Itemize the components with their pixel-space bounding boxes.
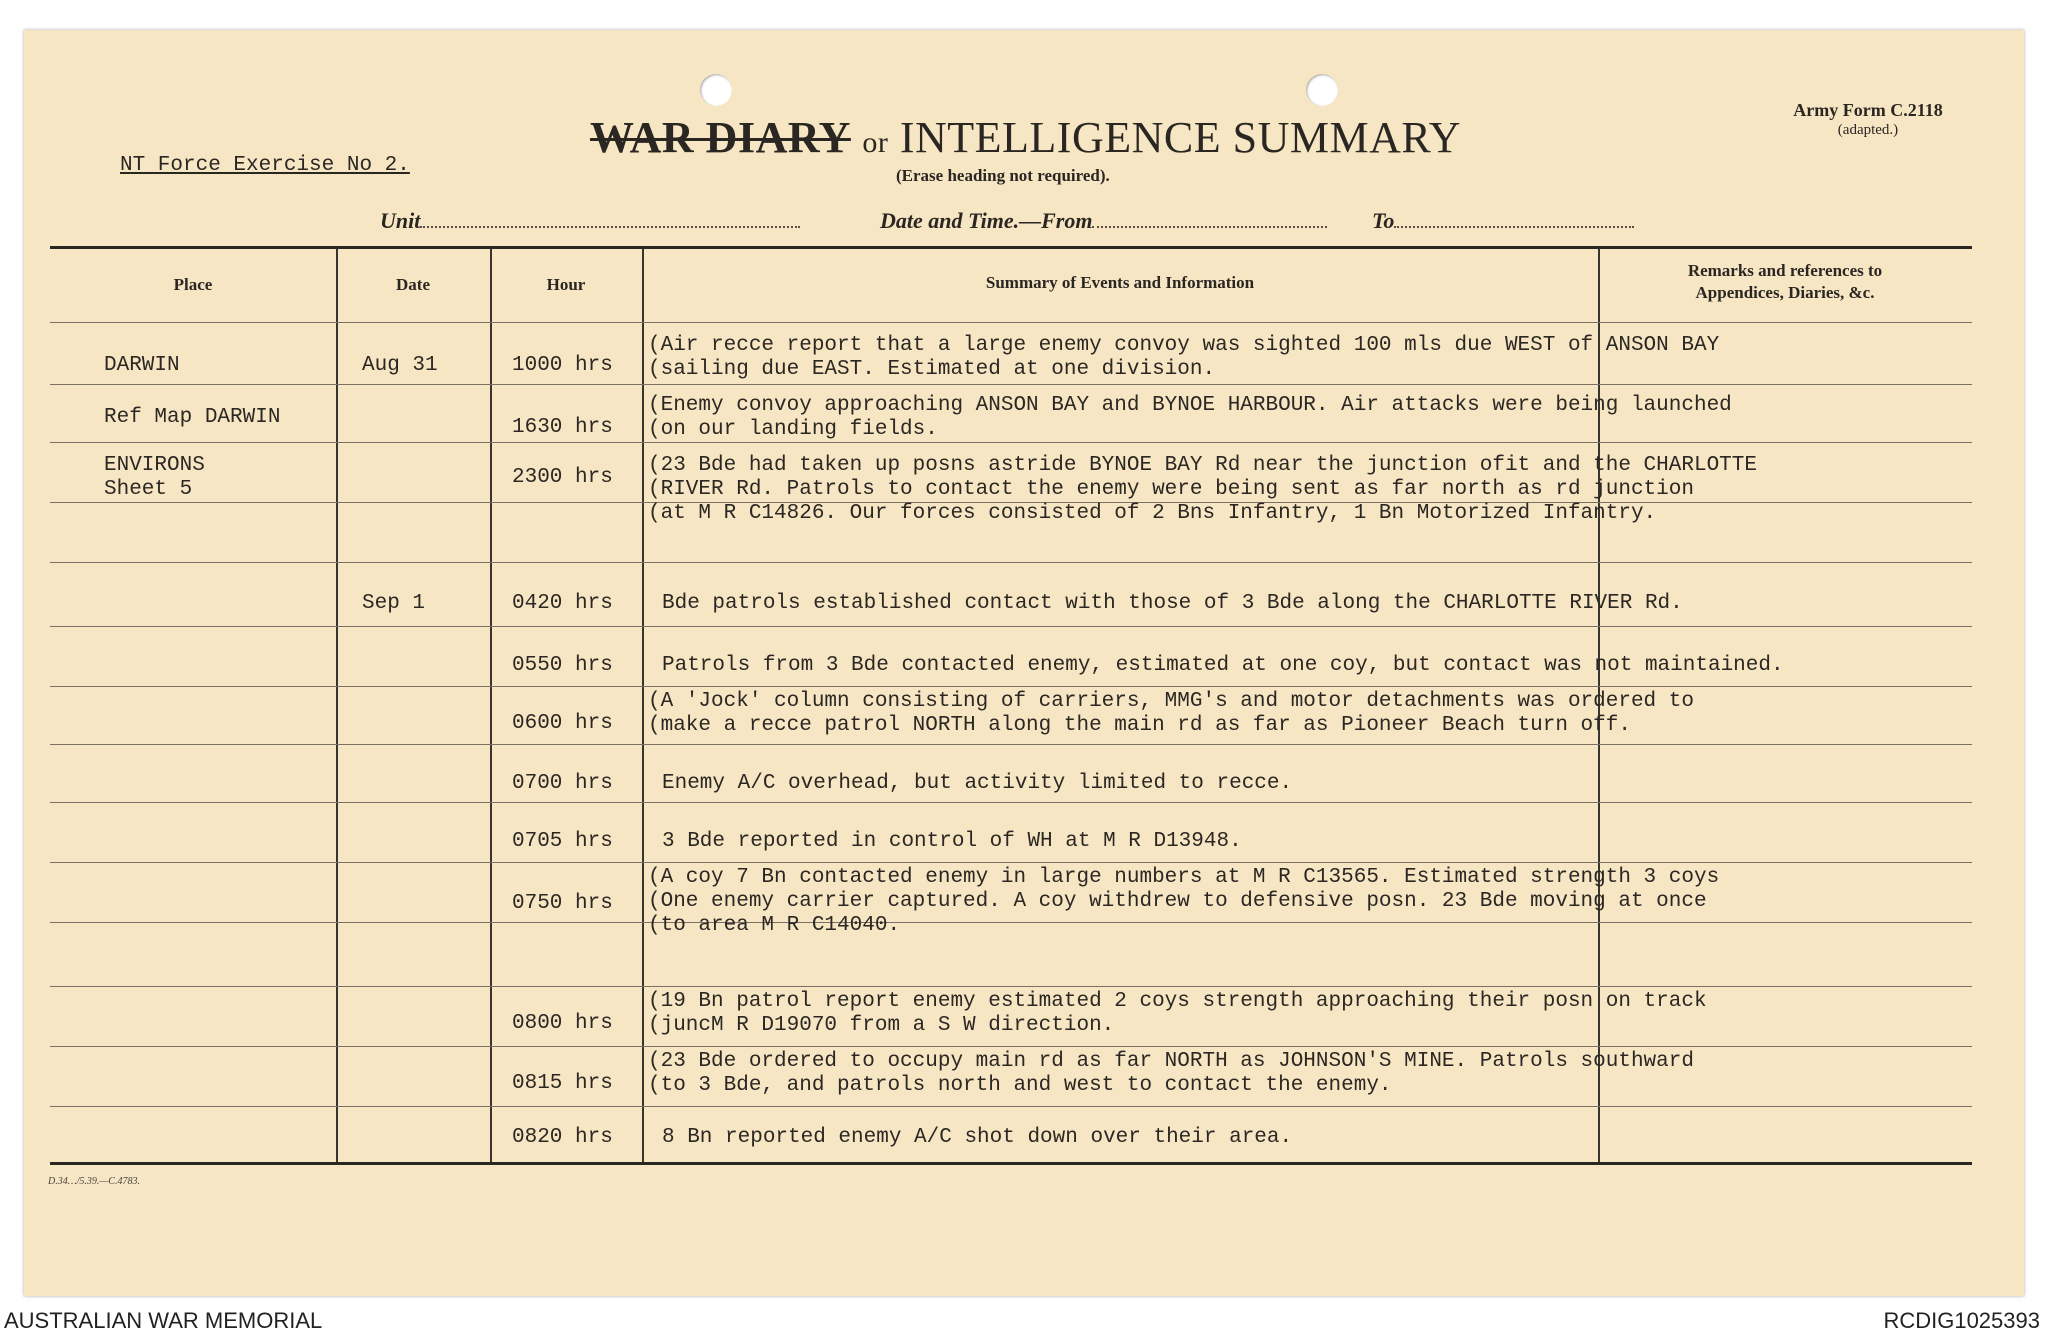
- summary-line: (Enemy convoy approaching ANSON BAY and BYNOE HARBOUR. Air attacks were being launched: [648, 394, 1732, 417]
- row-rule: [50, 626, 1972, 627]
- remarks-header-line-1: Remarks and references to: [1687, 261, 1883, 280]
- form-heading: [590, 112, 1461, 163]
- table-top-rule: [50, 246, 1972, 249]
- hour-cell: 0700 hrs: [512, 772, 613, 795]
- summary-line: (23 Bde had taken up posns astride BYNOE BAY Rd near the junction ofit and the CHARLOTTE: [648, 454, 1757, 477]
- heading-connector: or: [862, 126, 889, 159]
- archive-caption-left: AUSTRALIAN WAR MEMORIAL: [4, 1308, 323, 1333]
- column-header-summary: Summary of Events and Information: [985, 273, 1255, 292]
- archive-caption-right: RCDIG1025393: [1883, 1308, 2040, 1333]
- summary-line: 3 Bde reported in control of WH at M R D13948.: [662, 830, 1242, 853]
- row-rule: [50, 986, 1972, 987]
- hour-cell: 2300 hrs: [512, 466, 613, 489]
- diary-table: [50, 246, 1972, 1164]
- summary-line: Patrols from 3 Bde contacted enemy, estimated at one coy, but contact was not maintained.: [662, 654, 1784, 677]
- hour-cell: 0600 hrs: [512, 712, 613, 735]
- table-bottom-rule: [50, 1162, 1972, 1165]
- summary-line: (to area M R C14040.: [648, 914, 901, 937]
- hour-cell: 0420 hrs: [512, 592, 613, 615]
- column-header-date: Date: [396, 275, 430, 294]
- summary-line: (A coy 7 Bn contacted enemy in large numbers at M R C13565. Estimated strength 3 coys: [648, 866, 1720, 889]
- summary-line: (at M R C14826. Our forces consisted of 2 Bns Infantry, 1 Bn Motorized Infantry.: [648, 502, 1657, 525]
- summary-line: Bde patrols established contact with those of 3 Bde along the CHARLOTTE RIVER Rd.: [662, 592, 1683, 615]
- hour-cell: 0815 hrs: [512, 1072, 613, 1095]
- date-to-dotted-line: [1394, 208, 1634, 228]
- summary-line: (One enemy carrier captured. A coy withdrew to defensive posn. 23 Bde moving at once: [648, 890, 1707, 913]
- row-rule: [50, 1106, 1972, 1107]
- column-header-place: Place: [173, 275, 213, 294]
- summary-line: (make a recce patrol NORTH along the main rd as far as Pioneer Beach turn off.: [648, 714, 1631, 737]
- summary-line: (to 3 Bde, and patrols north and west to contact the enemy.: [648, 1074, 1392, 1097]
- summary-line: (19 Bn patrol report enemy estimated 2 coys strength approaching their posn on track: [648, 990, 1707, 1013]
- summary-line: (sailing due EAST. Estimated at one division.: [648, 358, 1216, 381]
- column-header-remarks: [1598, 260, 1972, 304]
- unit-field: [380, 208, 800, 234]
- hour-cell: 0820 hrs: [512, 1126, 613, 1149]
- row-rule: [50, 744, 1972, 745]
- summary-line: (on our landing fields.: [648, 418, 938, 441]
- erase-note: (Erase heading not required).: [896, 166, 1110, 185]
- date-from-dotted-line: [1092, 208, 1327, 228]
- row-rule: [50, 802, 1972, 803]
- summary-line: (23 Bde ordered to occupy main rd as far NORTH as JOHNSON'S MINE. Patrols southward: [648, 1050, 1694, 1073]
- date-time-field: [880, 208, 1327, 234]
- hour-cell: 1630 hrs: [512, 416, 613, 439]
- header-rule: [50, 322, 1972, 323]
- struck-heading: WAR DIARY: [590, 113, 851, 162]
- summary-line: 8 Bn reported enemy A/C shot down over their area.: [662, 1126, 1293, 1149]
- hour-cell: 0705 hrs: [512, 830, 613, 853]
- date-cell: Aug 31: [362, 354, 438, 377]
- hour-cell: 0800 hrs: [512, 1012, 613, 1035]
- unit-dotted-line: [420, 208, 800, 228]
- summary-line: Enemy A/C overhead, but activity limited to recce.: [662, 772, 1293, 795]
- row-rule: [50, 384, 1972, 385]
- unit-label: Unit: [380, 208, 421, 233]
- punch-hole-right: [1306, 74, 1338, 106]
- place-cell-sheet: Sheet 5: [104, 478, 193, 501]
- remarks-header-line-2: Appendices, Diaries, &c.: [1695, 283, 1875, 302]
- row-rule: [50, 686, 1972, 687]
- row-rule: [50, 1046, 1972, 1047]
- to-label: To: [1372, 208, 1395, 233]
- column-header-hour: Hour: [546, 275, 586, 294]
- place-cell: DARWIN: [104, 354, 180, 377]
- place-cell: ENVIRONS: [104, 454, 205, 477]
- punch-hole-left: [700, 74, 732, 106]
- place-cell: Ref Map DARWIN: [104, 406, 281, 429]
- summary-line: (A 'Jock' column consisting of carriers, MMG's and motor detachments was ordered to: [648, 690, 1694, 713]
- army-form-label: [1768, 100, 1968, 140]
- form-print-code: D.34…/5.39.—C.4783.: [48, 1176, 140, 1187]
- summary-line: (RIVER Rd. Patrols to contact the enemy were being sent as far north as rd junction: [648, 478, 1694, 501]
- row-rule: [50, 562, 1972, 563]
- hour-cell: 0550 hrs: [512, 654, 613, 677]
- heading-main: INTELLIGENCE SUMMARY: [899, 113, 1462, 162]
- row-rule: [50, 862, 1972, 863]
- summary-line: (juncM R D19070 from a S W direction.: [648, 1014, 1115, 1037]
- summary-line: (Air recce report that a large enemy convoy was sighted 100 mls due WEST of ANSON BAY: [648, 334, 1720, 357]
- date-time-label: Date and Time.—From: [880, 208, 1093, 233]
- hour-cell: 0750 hrs: [512, 892, 613, 915]
- to-field: [1372, 208, 1634, 234]
- row-rule: [50, 442, 1972, 443]
- army-form-number: Army Form C.2118: [1793, 100, 1943, 120]
- hour-cell: 1000 hrs: [512, 354, 613, 377]
- exercise-title: NT Force Exercise No 2.: [120, 154, 410, 177]
- row-rule: [50, 922, 1972, 923]
- date-cell: Sep 1: [362, 592, 426, 615]
- army-form-note: (adapted.): [1837, 122, 1899, 138]
